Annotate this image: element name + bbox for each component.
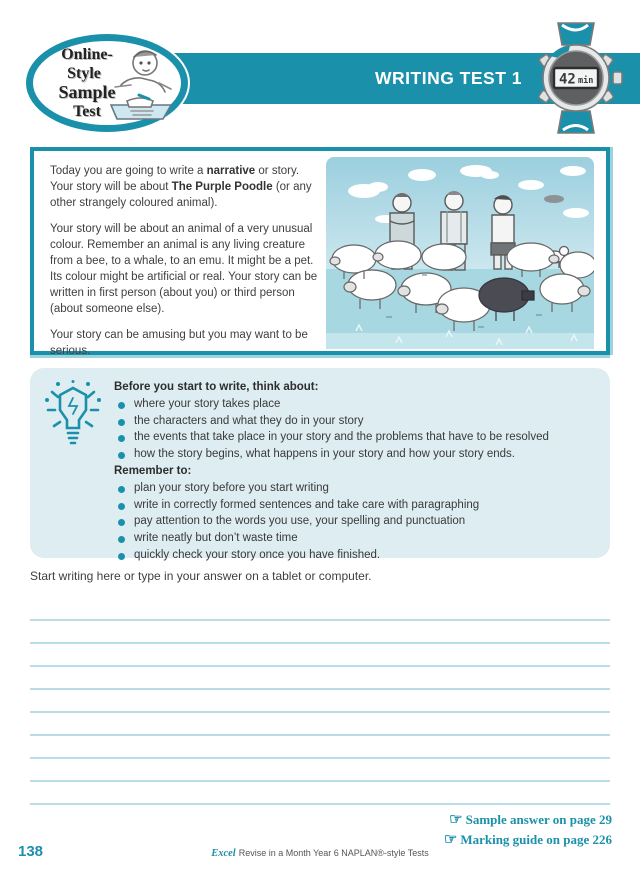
tip-list-item: where your story takes place xyxy=(114,396,600,413)
badge-line: Online- xyxy=(61,46,113,63)
writing-line[interactable] xyxy=(30,621,610,644)
task-instructions xyxy=(50,163,322,369)
sheep-flock-illustration xyxy=(326,157,594,349)
page-title: WRITING TEST 1 xyxy=(375,68,522,88)
badge-line: Sample xyxy=(58,82,116,102)
answer-prompt: Start writing here or type in your answer on a tablet or computer. xyxy=(30,569,372,583)
sample-answer-text: Sample answer on page 29 xyxy=(465,812,612,827)
marking-guide-link xyxy=(444,830,612,850)
stopwatch-42min-icon xyxy=(528,22,624,134)
tip-list-item: pay attention to the words you use, your spelling and punctuation xyxy=(114,513,600,530)
tips-content xyxy=(114,379,600,564)
badge-line: Test xyxy=(73,103,101,120)
writing-line[interactable] xyxy=(30,667,610,690)
writing-line[interactable] xyxy=(30,782,610,805)
excel-brand-logo: Excel xyxy=(211,848,236,859)
think-about-list xyxy=(114,396,600,463)
think-about-heading: Before you start to write, think about: xyxy=(114,381,319,393)
instruction-paragraph: Your story will be about an animal of a very unusual colour. Remember an animal is any living creature from a bee, to a whale, to an emu. It might be a pet. Its colour might be artificial or real. Your story can be written in first person (about you) or third person (about someone else). xyxy=(50,223,318,315)
writing-line[interactable] xyxy=(30,736,610,759)
tip-list-item: the events that take place in your story and the problems that have to be resolved xyxy=(114,429,600,446)
writer-cartoon-icon xyxy=(101,43,179,125)
tip-list-item: write in correctly formed sentences and take care with paragraphing xyxy=(114,497,600,514)
page-number: 138 xyxy=(18,843,44,860)
writing-tips-box xyxy=(30,368,610,561)
instruction-paragraph: Today you are going to write a narrative or story. Your story will be about The Purple Poodle (or any other strangely coloured animal). xyxy=(50,165,312,209)
writing-line[interactable] xyxy=(30,598,610,621)
writing-line[interactable] xyxy=(30,759,610,782)
marking-guide-text: Marking guide on page 226 xyxy=(460,832,612,847)
remember-list xyxy=(114,480,600,564)
tip-list-item: the characters and what they do in your story xyxy=(114,413,600,430)
task-instruction-box xyxy=(30,147,610,355)
sample-answer-link xyxy=(444,810,612,830)
instruction-paragraph: Your story can be amusing but you may want to be serious. xyxy=(50,329,308,357)
remember-heading: Remember to: xyxy=(114,464,192,477)
book-title: Revise in a Month Year 6 NAPLAN®-style Tests xyxy=(238,848,429,858)
writing-line[interactable] xyxy=(30,713,610,736)
tip-list-item: write neatly but don’t waste time xyxy=(114,530,600,547)
answer-writing-area[interactable] xyxy=(30,598,610,805)
writing-line[interactable] xyxy=(30,644,610,667)
timer-unit: min xyxy=(578,76,594,86)
tip-list-item: plan your story before you start writing xyxy=(114,480,600,497)
online-style-sample-test-badge xyxy=(26,34,188,132)
lightbulb-icon xyxy=(44,380,102,452)
timer-value: 42 xyxy=(559,71,576,88)
badge-line: Style xyxy=(67,65,101,82)
writing-line[interactable] xyxy=(30,690,610,713)
pointing-hand-icon: ☞ xyxy=(443,832,458,848)
reference-links xyxy=(444,810,612,850)
gray-cloud xyxy=(544,195,564,203)
pointing-hand-icon: ☞ xyxy=(449,812,463,828)
tip-list-item: quickly check your story once you have finished. xyxy=(114,547,600,564)
tip-list-item: how the story begins, what happens in your story and how your story ends. xyxy=(114,446,600,463)
book-footer xyxy=(0,848,640,859)
